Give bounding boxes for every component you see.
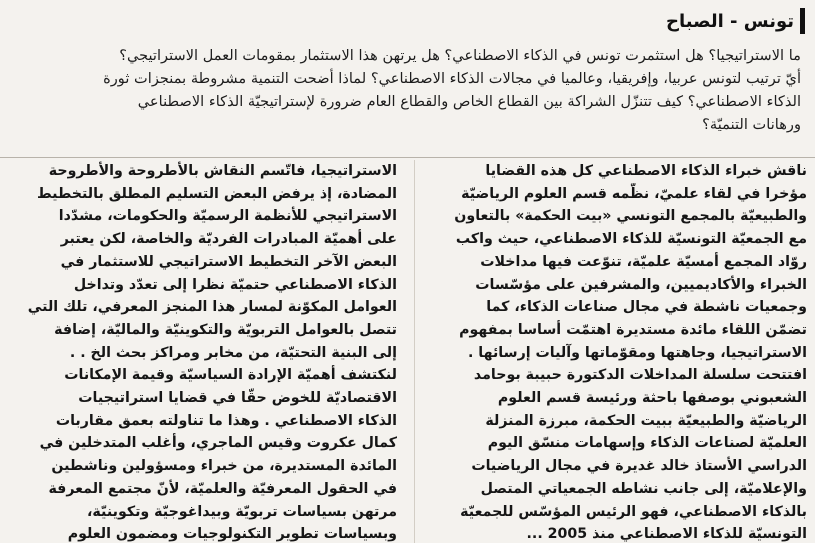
column-line: في الحقول المعرفيّة والعلميّة، لأنّ مجتمع المعرفة xyxy=(48,480,397,497)
column-line: الدراسي الأستاذ خالد غديرة في مجال الرياضيات xyxy=(471,458,807,475)
section-divider xyxy=(0,157,815,158)
dateline xyxy=(666,8,805,34)
column-separator xyxy=(414,160,415,543)
column-line: الشعبوني بوصفها باحثة ورئيسة قسم العلوم xyxy=(497,390,807,407)
column-line: الخبراء والأكاديميين، والمشرفين على مؤسّسات xyxy=(475,276,807,293)
column-line: الذكاء الاصطناعي حتميّة نظرا إلى تعدّد وتداخل xyxy=(73,276,397,293)
column-line: روّاد المجمع أمسيّة علميّة، تنوّعت فيها مداخلات xyxy=(480,253,807,270)
lead-paragraph xyxy=(26,44,801,136)
column-line: المضادة، إذ يرفض البعض التسليم المطلق بالتخطيط xyxy=(36,185,397,202)
column-line: إلى البنية التحتيّة، من مخابر ومراكز بحث الخ . . xyxy=(69,344,397,361)
column-line: التونسيّة للذكاء الاصطناعي منذ 2005 ... xyxy=(526,526,807,543)
column-line: مرتهن بسياسات تربويّة وبيداغوجيّة وتكوينيّة، xyxy=(87,503,397,520)
dateline-bar xyxy=(800,8,805,34)
column-line: افتتحت سلسلة المداخلات الدكتورة حبيبة بوحامد xyxy=(473,367,807,384)
column-line: تتصل بالعوامل التربويّة والتكوينيّة والماليّة، إضافة xyxy=(54,321,397,338)
dateline-label: تونس - الصباح xyxy=(666,10,794,32)
column-line: الاقتصاديّة للخوض حقّا في قضايا استراتيجيات xyxy=(78,390,397,407)
column-line: ناقش خبراء الذكاء الاصطناعي كل هذه القضايا xyxy=(485,163,807,179)
column-line: وبسياسات تطوير التكنولوجيات ومضمون العلوم xyxy=(67,526,397,543)
lead-line: الذكاء الاصطناعي؟ كيف تتنزّل الشراكة بين القطاع الخاص والقطاع العام ضرورة لإستراتيجيّة الذكاء الاصطناعي xyxy=(137,93,801,110)
article-column-left xyxy=(22,160,397,543)
column-line: الذكاء الاصطناعي . وهذا ما تناولته بعمق مقاربات xyxy=(55,412,397,429)
column-line: وجمعيات ناشطة في مجال صناعات الذكاء، كما xyxy=(486,299,807,316)
article-column-right xyxy=(432,160,807,543)
column-line: على أهميّة المبادرات الفرديّة والخاصة، لكن يعتبر xyxy=(60,231,397,248)
column-line: مع الجمعيّة التونسيّة للذكاء الاصطناعي، حيث واكب xyxy=(455,231,807,248)
column-line: العلميّة لصناعات الذكاء وإسهامات منسّق اليوم xyxy=(487,435,807,452)
column-line: المائدة المستديرة، من خبراء ومسؤولين وناشطين xyxy=(51,458,397,475)
column-line: تضمّن اللقاء مائدة مستديرة اهتمّت أساسا بمفهوم xyxy=(459,321,807,338)
column-line: والإعلاميّة، إلى جانب نشاطه الجمعياتي المتصل xyxy=(480,480,807,497)
column-line: كمال عكروت وقيس الماجري، وأغلب المتدخلين في xyxy=(39,435,397,452)
column-line: والطبيعيّة بالمجمع التونسي «بيت الحكمة» بالتعاون xyxy=(454,208,807,225)
column-line: البعض الآخر التخطيط الاستراتيجي للاستثمار في xyxy=(60,253,397,270)
column-line: الاستراتيجي للأنظمة الرسميّة والحكومات، مشدّدا xyxy=(58,208,397,225)
lead-line: ما الاستراتيجيا؟ هل استثمرت تونس في الذكاء الاصطناعي؟ هل يرتهن هذا الاستثمار بمقومات العمل الاستراتيجي؟ xyxy=(119,47,801,64)
column-line: العوامل المكوّنة لمسار هذا المنجز المعرفي، تلك التي xyxy=(27,299,397,316)
column-line: لنكتشف أهميّة الإرادة السياسيّة وقيمة الإمكانات xyxy=(64,367,397,384)
column-line: الاستراتيجيا، فاتّسم النقاش بالأطروحة والأطروحة xyxy=(48,163,397,179)
column-line: بالذكاء الاصطناعي، فهو الرئيس المؤسّس للجمعيّة xyxy=(460,503,807,520)
column-line: الاستراتيجيا، وجاهتها ومقوّماتها وآليات إرسائها . xyxy=(467,344,807,361)
column-line: الرياضيّة والطبيعيّة ببيت الحكمة، مبرزة المنزلة xyxy=(485,412,807,429)
lead-line: أيّ ترتيب لتونس عربيا، وإفريقيا، وعالميا في مجالات الذكاء الاصطناعي؟ لماذا أضحت التنمية مشروطة بمنجزات ثورة xyxy=(103,70,801,87)
column-line: مؤخرا في لقاء علميّ، نظّمه قسم العلوم الرياضيّة xyxy=(461,185,807,202)
lead-line: ورهانات التنميّة؟ xyxy=(702,116,801,133)
